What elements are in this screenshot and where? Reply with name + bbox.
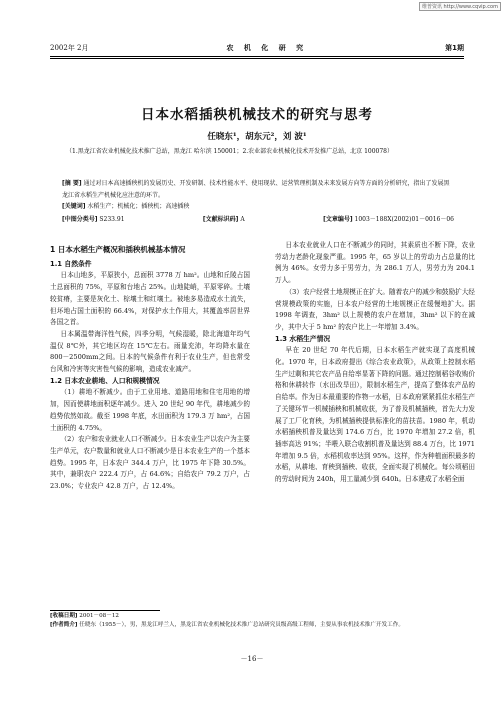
body-paragraph: 日本农业就业人口在不断减少的同时，其素质也不断下降，农业劳动力老龄化现象严重。1995 年，65 岁以上的劳动力占总量的比例为 46%。女劳力多于男劳力，为 286.1 万人，男劳力为 204.1 万人。 <box>275 241 475 285</box>
received-label: [收稿日期] <box>50 613 78 619</box>
clc-label: [中图分类号] <box>62 216 98 223</box>
abstract-block <box>62 178 454 213</box>
header-rule-bottom <box>50 58 464 59</box>
body-paragraph: （1）耕地不断减少。由于工业用地、道路用地和住宅用地的增加，因而使耕地面积逐年减少。进入 20 世纪 90 年代，耕地减少的趋势依然如故。截至 1998 年底，水田面积为 179.3 万 hm²，占国土面积的 4.75%。 <box>50 388 250 432</box>
keywords-text: 水稻生产；机械化；插秧机；高速插秧 <box>87 203 190 210</box>
article-authors: 任晓东¹，胡东元²，刘 波¹ <box>207 132 307 142</box>
subsection-heading-1-3: 1.3 水稻生产情况 <box>275 334 331 343</box>
footnote-block <box>50 612 464 630</box>
header-journal: 农 机 化 研 究 <box>226 44 308 52</box>
author-bio-text: 任晓东（1955－），男，黑龙江呼兰人，黑龙江省农业机械化技术推广总站研究员级高级工程师，主要从事农机技术推广开发工作。 <box>79 622 404 628</box>
received-value: 2001－08－12 <box>79 613 119 619</box>
doc-label: [文献标识码] <box>202 216 239 223</box>
subsection-heading-1-2: 1.2 日本农业耕地、人口和规模情况 <box>50 376 160 385</box>
keywords-label: [关键词] <box>62 203 86 210</box>
section-heading-1: 1 日本水稻生产概况和插秧机械基本情况 <box>50 245 186 254</box>
classification-row <box>62 214 454 223</box>
footnote-rule <box>50 610 160 611</box>
article-label: [文章编号] <box>323 216 353 223</box>
abstract-para <box>62 178 454 201</box>
author-bio <box>50 621 464 630</box>
body-paragraph: （2）农户和农业就业人口不断减少。日本农业生产以农户为主要生产单元，农户数量和就业人口不断减少是日本农业生产的一个基本趋势。1995 年，日本农户 344.4 万户，比 1975 年下降 30.5%。其中，兼职农户 222.4 万户，占 64.6%；自给农户 79.2 万户，占 23.0%；专业农户 42.8 万户，占 12.4%。 <box>50 435 250 491</box>
body-paragraph: （3）农户经营土地规模正在扩大。随着农户的减少和鼓励扩大经营规模政策的实施，日本农户经营的土地规模正在缓慢地扩大。据 1998 年调查，3hm² 以上规模的农户在增加，3hm² 以下的在减少，其中大于 5 hm² 的农户比上一年增加 3.4%。 <box>275 287 475 331</box>
received-date <box>50 612 464 621</box>
abstract-text: 通过对日本高速插秧机的发展历史、开发研制、技术性能水平、使用现状、运营管理机制及未来发展方向等方面的分析研究，指出了发展黑龙江省水稻生产机械化应注意的环节。 <box>62 180 450 199</box>
header-date: 2002年 2月 <box>50 44 89 52</box>
body-column-right <box>275 240 475 486</box>
body-paragraph: 日本山地多，平原狭小，总面积 3778 万 hm²。山地和丘陵占国土总面积的 75%，平原和台地占 25%。山地陡峭，平原零碎。土壤较贫瘠，主要是灰化土、棕壤土和红壤土。被地多易造成水土流失，但坏地占国土面积的 66.4%，对保护水土作用大，其覆盖率居世界各国之首。 <box>50 271 250 327</box>
header-issue: 第1期 <box>445 44 464 52</box>
article-title: 日本水稻插秧机械技术的研究与思考 <box>141 107 373 123</box>
subsection-heading-1-1: 1.1 自然条件 <box>50 259 92 268</box>
article-code <box>323 214 454 223</box>
doc-code <box>203 214 245 223</box>
header-rule-top <box>50 56 464 57</box>
article-value: 1003－188X(2002)01－0016－06 <box>354 216 454 223</box>
body-paragraph: 日本属温带海洋性气候，四季分明，气候湿暖，除北海道年均气温仅 8℃外，其它地区均在 15℃左右。雨量充沛，年均降水量在 800－2500mm之间。日本的气候条件有利于农业生产，但也常受台风和冷害等灾害性气候的影响，造成农业减产。 <box>50 329 250 374</box>
page-number: －16－ <box>240 655 264 663</box>
clc-value: S233.91 <box>99 216 125 223</box>
author-bio-label: [作者简介] <box>50 622 78 628</box>
body-paragraph: 早在 20 世纪 70 年代后期，日本水稻生产就实现了高度机械化。1970 年，日本政府提出《综合农业政策》，从政策上控制水稻生产过剩和其它农产品自给率显著下降的问题。通过控制稻谷收购价格和休耕转作（水田改旱田），限制水稻生产，提高了整体农产品的自给率。作为日本最重要的作物一水稻，日本政府紧紧抓住水稻生产了关键环节一机械插秧和机械收获，为了普及机械插秧，首先大力发展了工厂化育秧，为机械插秧提供标准化的苗扶苗。1980 年，机动水稻插秧机普及量达到 174.6 万台，比 1970 年增加 27.2 倍，机插率高达 91%；半喂入联合收割机普及量达到 88.4 万台，比 1971 年增加 9.5 倍，水稻机收率达到 95%。这样，作为种植面积最多的水稻，从耕地、育秧到插秧、收获，全面实现了机械化。每公顷稻田的劳动时间为 240h，用工量减少到 640h。日本建成了水稻全面 <box>275 346 475 484</box>
author-affiliation: （1.黑龙江省农业机械化技术推广总站，黑龙江 哈尔滨 150001；2.农业部农业机械化技术开发推广总站，北京 100078） <box>66 148 393 155</box>
doc-value: A <box>240 216 245 223</box>
abstract-label: [摘 要] <box>62 180 82 187</box>
watermark-stamp: 维普资讯 http://www.cqvip.com <box>419 2 501 11</box>
clc-code <box>62 214 125 223</box>
body-column-left <box>50 240 250 493</box>
running-header <box>50 42 464 54</box>
keywords-para <box>62 201 454 213</box>
